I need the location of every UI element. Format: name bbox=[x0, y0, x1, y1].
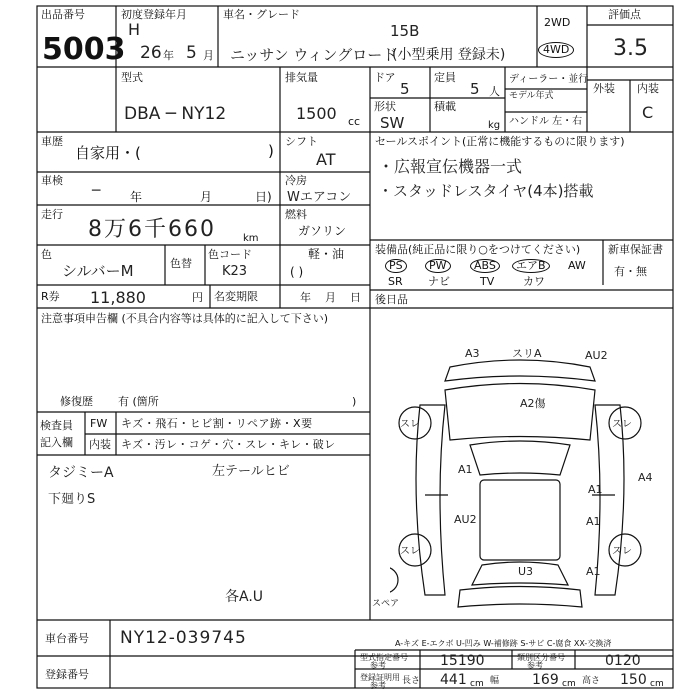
equip-aw: AW bbox=[568, 259, 586, 272]
interior-items: キズ・汚レ・コゲ・穴・スレ・キレ・破レ bbox=[121, 438, 336, 451]
notes-label: 注意事項申告欄 (不具合内容等は具体的に記入して下さい) bbox=[41, 312, 329, 325]
equip-ps: PS bbox=[385, 259, 407, 273]
history-label: 車歴 bbox=[41, 135, 63, 148]
month-unit: 月 bbox=[203, 49, 214, 62]
model-year-label: モデル年式 bbox=[509, 91, 554, 101]
first-reg-month: 5 bbox=[186, 43, 197, 63]
mark-wheel-fr: スレ bbox=[612, 419, 632, 430]
yen-unit: 円 bbox=[192, 291, 203, 304]
name-change-month-unit: 月 bbox=[325, 291, 336, 304]
type-no-label: 型式指定番号 bbox=[360, 653, 408, 662]
equip-sr: SR bbox=[388, 275, 403, 288]
drive-4wd: 4WD bbox=[538, 42, 574, 58]
color-change-label: 色替 bbox=[170, 257, 192, 270]
width-value: 169 bbox=[532, 672, 559, 688]
inspector-note-3: 左テールヒビ bbox=[212, 464, 290, 479]
mileage-label: 走行 bbox=[41, 208, 63, 221]
name-change-day-unit: 日 bbox=[350, 291, 361, 304]
fuel-gasoline: ガソリン bbox=[298, 224, 347, 238]
shape-value: SW bbox=[380, 114, 405, 132]
fuel-light-oil: 軽・油 bbox=[308, 247, 345, 261]
recycle-value: 11,880 bbox=[90, 288, 146, 307]
mark-right-rear: A1 bbox=[586, 515, 601, 528]
kg-unit: kg bbox=[488, 120, 501, 131]
color-value: シルバーM bbox=[62, 262, 134, 280]
mark-front-left: A3 bbox=[465, 347, 480, 360]
first-reg-era: H bbox=[128, 20, 141, 39]
type-no-value: 15190 bbox=[440, 653, 485, 669]
name-change-year-unit: 年 bbox=[300, 291, 311, 304]
grade: 15B bbox=[390, 22, 420, 40]
width-label: 幅 bbox=[490, 676, 500, 686]
equip-airbag: エアB bbox=[512, 259, 550, 273]
length-label: 長さ bbox=[402, 676, 421, 686]
mileage-value: 8万6千660 bbox=[88, 217, 216, 242]
type-no-sub: 参考 bbox=[370, 661, 386, 670]
interior-row-label: 内装 bbox=[89, 438, 111, 451]
dealer-label: ディーラー・並行 bbox=[509, 74, 589, 85]
reg-cert-label: 登録証明用 bbox=[360, 673, 400, 682]
damage-legend: A-キズ E-エクボ U-凹み W-補修跡 S-サビ C-腐食 XX-交換済 bbox=[395, 639, 612, 648]
color-code-label: 色コード bbox=[208, 248, 252, 261]
displacement-value: 1500 bbox=[296, 104, 337, 123]
model-label: 型式 bbox=[121, 71, 143, 84]
exterior-label: 外装 bbox=[593, 82, 615, 95]
equipment-label: 装備品(純正品に限り○をつけてください) bbox=[375, 243, 581, 256]
ac-value: Wエアコン bbox=[287, 190, 352, 205]
sales-point-2: ・スタッドレスタイヤ(4本)搭載 bbox=[378, 182, 594, 200]
length-value: 441 bbox=[440, 672, 467, 688]
recycle-label: R券 bbox=[41, 290, 60, 303]
spare-label: スペア bbox=[372, 599, 400, 609]
after-items-label: 後日品 bbox=[375, 293, 408, 306]
inspection-month-unit: 月 bbox=[200, 190, 213, 204]
mark-right-edge: A4 bbox=[638, 471, 653, 484]
repair-history-value: 有 (箇所 bbox=[118, 395, 159, 408]
inspection-day-unit: 日) bbox=[255, 190, 272, 204]
fw-label: FW bbox=[90, 417, 108, 430]
mark-wheel-rr: スレ bbox=[612, 546, 632, 557]
door-label: ドア bbox=[374, 71, 396, 84]
class-no-label: 類別区分番号 bbox=[517, 653, 565, 662]
car-class: (小型乗用 登録未) bbox=[392, 47, 506, 63]
warranty-value: 有・無 bbox=[614, 265, 647, 278]
mark-right-door: A1 bbox=[588, 483, 603, 496]
mark-wheel-rl: スレ bbox=[400, 546, 420, 557]
sales-point-1: ・広報宣伝機器一式 bbox=[378, 157, 523, 176]
inspection-label: 車検 bbox=[41, 174, 63, 187]
equip-pw: PW bbox=[425, 259, 451, 273]
inspector-note-2: 下廻りS bbox=[48, 492, 96, 507]
inspector-note-1: タジミーA bbox=[48, 465, 114, 481]
equip-abs: ABS bbox=[470, 259, 500, 273]
capacity-label: 定員 bbox=[434, 71, 456, 84]
capacity-value: 5 bbox=[470, 80, 480, 98]
capacity-unit: 人 bbox=[489, 85, 500, 98]
height-unit: cm bbox=[650, 679, 664, 689]
first-reg-label: 初度登録年月 bbox=[121, 8, 187, 21]
chassis-value: NY12-039745 bbox=[120, 628, 247, 648]
color-label: 色 bbox=[41, 248, 52, 261]
history-close: ) bbox=[268, 142, 274, 160]
fw-items: キズ・飛石・ヒビ割・リペア跡・X要 bbox=[121, 417, 313, 430]
km-unit: km bbox=[243, 233, 259, 244]
handle-label: ハンドル 左・右 bbox=[509, 116, 583, 127]
class-no-value: 0120 bbox=[605, 653, 641, 669]
sales-point-label: セールスポイント(正常に機能するものに限ります) bbox=[375, 135, 625, 148]
year-unit: 年 bbox=[163, 49, 174, 62]
repair-close: ) bbox=[352, 395, 357, 408]
interior-label: 内装 bbox=[637, 82, 659, 95]
registration-label: 登録番号 bbox=[45, 668, 89, 681]
length-unit: cm bbox=[470, 679, 484, 689]
repair-history-label: 修復歴 bbox=[60, 395, 93, 408]
interior-score: C bbox=[642, 103, 654, 122]
history-value: 自家用・( bbox=[75, 144, 141, 162]
car-damage-diagram bbox=[390, 345, 680, 615]
mark-rear-right: A1 bbox=[586, 565, 601, 578]
mark-left-fender: A1 bbox=[458, 463, 473, 476]
drive-2wd: 2WD bbox=[544, 16, 571, 29]
score-value: 3.5 bbox=[613, 36, 648, 61]
height-value: 150 bbox=[620, 672, 647, 688]
car-name: ニッサン ウィングロード bbox=[230, 46, 398, 64]
mark-wheel-fl: スレ bbox=[400, 419, 420, 430]
mark-rear: U3 bbox=[518, 565, 534, 578]
mark-front-bumper: スリA bbox=[512, 347, 542, 360]
cc-unit: cc bbox=[348, 115, 361, 128]
warranty-label: 新車保証書 bbox=[608, 243, 663, 256]
shift-value: AT bbox=[316, 150, 336, 169]
fuel-label: 燃料 bbox=[285, 208, 307, 221]
width-unit: cm bbox=[562, 679, 576, 689]
color-code-value: K23 bbox=[222, 264, 248, 279]
first-reg-year: 26 bbox=[140, 43, 162, 63]
lot-number: 5003 bbox=[42, 32, 126, 67]
door-value: 5 bbox=[400, 80, 410, 98]
load-label: 積載 bbox=[434, 100, 456, 113]
equip-leather: カワ bbox=[523, 275, 545, 288]
mark-front-right: AU2 bbox=[585, 349, 608, 362]
shape-label: 形状 bbox=[374, 100, 396, 113]
inspector-label-1: 検査員 bbox=[40, 419, 73, 432]
inspection-dash: ─ bbox=[92, 183, 101, 199]
class-no-sub: 参考 bbox=[527, 661, 543, 670]
shift-label: シフト bbox=[285, 135, 318, 148]
mark-hood: A2傷 bbox=[520, 397, 546, 410]
displacement-label: 排気量 bbox=[285, 71, 318, 84]
score-label: 評価点 bbox=[608, 8, 641, 21]
name-change-label: 名変期限 bbox=[214, 290, 258, 303]
equip-tv: TV bbox=[480, 275, 495, 288]
height-label: 高さ bbox=[582, 676, 601, 686]
model-value: DBA ─ NY12 bbox=[124, 104, 227, 124]
mark-left-door: AU2 bbox=[454, 513, 477, 526]
ac-label: 冷房 bbox=[285, 174, 307, 187]
inspector-label-2: 記入欄 bbox=[40, 436, 73, 449]
chassis-label: 車台番号 bbox=[45, 632, 89, 645]
fuel-other: ( ) bbox=[290, 265, 304, 279]
inspector-note-4: 各A.U bbox=[225, 589, 264, 605]
lot-label: 出品番号 bbox=[41, 8, 85, 21]
car-name-label: 車名・グレード bbox=[223, 8, 300, 21]
equip-navi: ナビ bbox=[428, 275, 450, 288]
inspection-year-unit: 年 bbox=[130, 190, 143, 204]
reg-cert-sub: 参考 bbox=[370, 681, 386, 690]
